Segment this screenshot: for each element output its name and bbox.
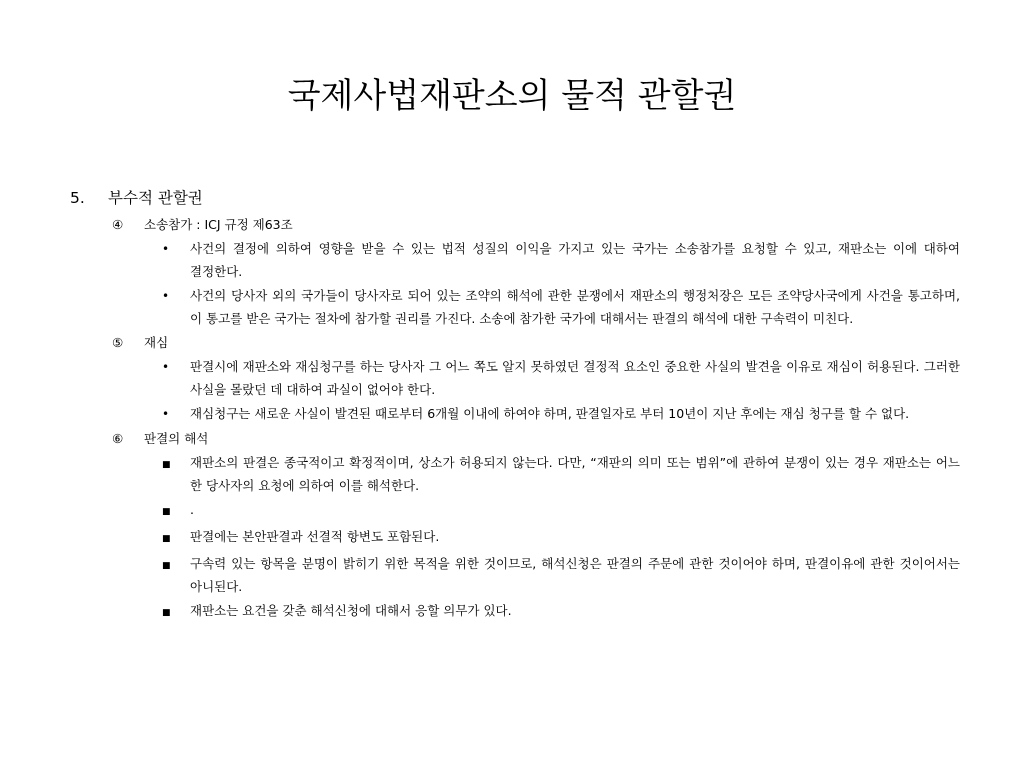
bullet-item <box>162 451 970 497</box>
bullet-text: 재판소는 요건을 갖춘 해석신청에 대해서 응할 의무가 있다. <box>190 603 512 618</box>
bullet-text: 사건의 결정에 의하여 영향을 받을 수 있는 법적 성질의 이익을 가지고 있는 국가는 소송참가를 요청할 수 있고, 재판소는 이에 대하여 결정한다. <box>190 241 960 279</box>
dot-bullet-icon: • <box>162 289 170 303</box>
subsection-marker: ⑤ <box>112 335 124 350</box>
subsection-label: 재심 <box>144 335 169 350</box>
subsection-label: 판결의 해석 <box>144 431 209 446</box>
square-bullet-icon: ■ <box>162 507 171 517</box>
bullet-item <box>162 284 970 330</box>
slide-title: 국제사법재판소의 물적 관할권 <box>287 76 737 116</box>
dot-bullet-icon: • <box>162 360 170 374</box>
dot-bullet-icon: • <box>162 242 170 256</box>
bullet-text: 구속력 있는 항목을 분명이 밝히기 위한 목적을 위한 것이므로, 해석신청은 판결의 주문에 관한 것이어야 하며, 판결이유에 관한 것이어서는 아니된다. <box>190 556 960 594</box>
section-heading <box>70 186 970 212</box>
bullet-text: 판결에는 본안판결과 선결적 항변도 포함된다. <box>190 529 440 544</box>
bullet-text: 재판소의 판결은 종국적이고 확정적이며, 상소가 허용되지 않는다. 다만, “재판의 의미 또는 범위”에 관하여 분쟁이 있는 경우 재판소는 어느 한 당사자의 요청에 의하여 이를 해석한다. <box>190 455 960 493</box>
subsection-item <box>112 332 970 354</box>
bullet-item <box>162 599 970 625</box>
slide-content <box>70 186 970 625</box>
bullet-item <box>162 498 970 524</box>
subsection-item <box>112 214 970 236</box>
square-bullet-icon: ■ <box>162 460 171 470</box>
bullet-item <box>162 402 970 426</box>
section-title: 부수적 관할권 <box>108 189 203 207</box>
bullet-text: . <box>190 502 194 517</box>
subsection-item <box>112 428 970 450</box>
dot-bullet-icon: • <box>162 407 170 421</box>
square-bullet-icon: ■ <box>162 561 171 571</box>
square-bullet-icon: ■ <box>162 608 171 618</box>
subsection-label: 소송참가 : ICJ 규정 제63조 <box>144 217 293 232</box>
section-number: 5. <box>70 189 85 207</box>
bullet-item <box>162 552 970 598</box>
bullet-text: 재심청구는 새로운 사실이 발견된 때로부터 6개월 이내에 하여야 하며, 판결일자로 부터 10년이 지난 후에는 재심 청구를 할 수 없다. <box>190 406 910 421</box>
bullet-item <box>162 525 970 551</box>
bullet-item <box>162 355 970 401</box>
subsection-marker: ⑥ <box>112 431 124 446</box>
bullet-text: 판결시에 재판소와 재심청구를 하는 당사자 그 어느 쪽도 알지 못하였던 결정적 요소인 중요한 사실의 발견을 이유로 재심이 허용된다. 그러한 사실을 몰랐던 데 대하여 과실이 없어야 한다. <box>190 359 960 397</box>
bullet-item <box>162 237 970 283</box>
bullet-text: 사건의 당사자 외의 국가들이 당사자로 되어 있는 조약의 해석에 관한 분쟁에서 재판소의 행정처장은 모든 조약당사국에게 사건을 통고하며, 이 통고를 받은 국가는 절차에 참가할 권리를 가진다. 소송에 참가한 국가에 대해서는 판결의 해석에 대한 구속력이 미친다. <box>190 288 960 326</box>
square-bullet-icon: ■ <box>162 534 171 544</box>
subsection-marker: ④ <box>112 217 124 232</box>
